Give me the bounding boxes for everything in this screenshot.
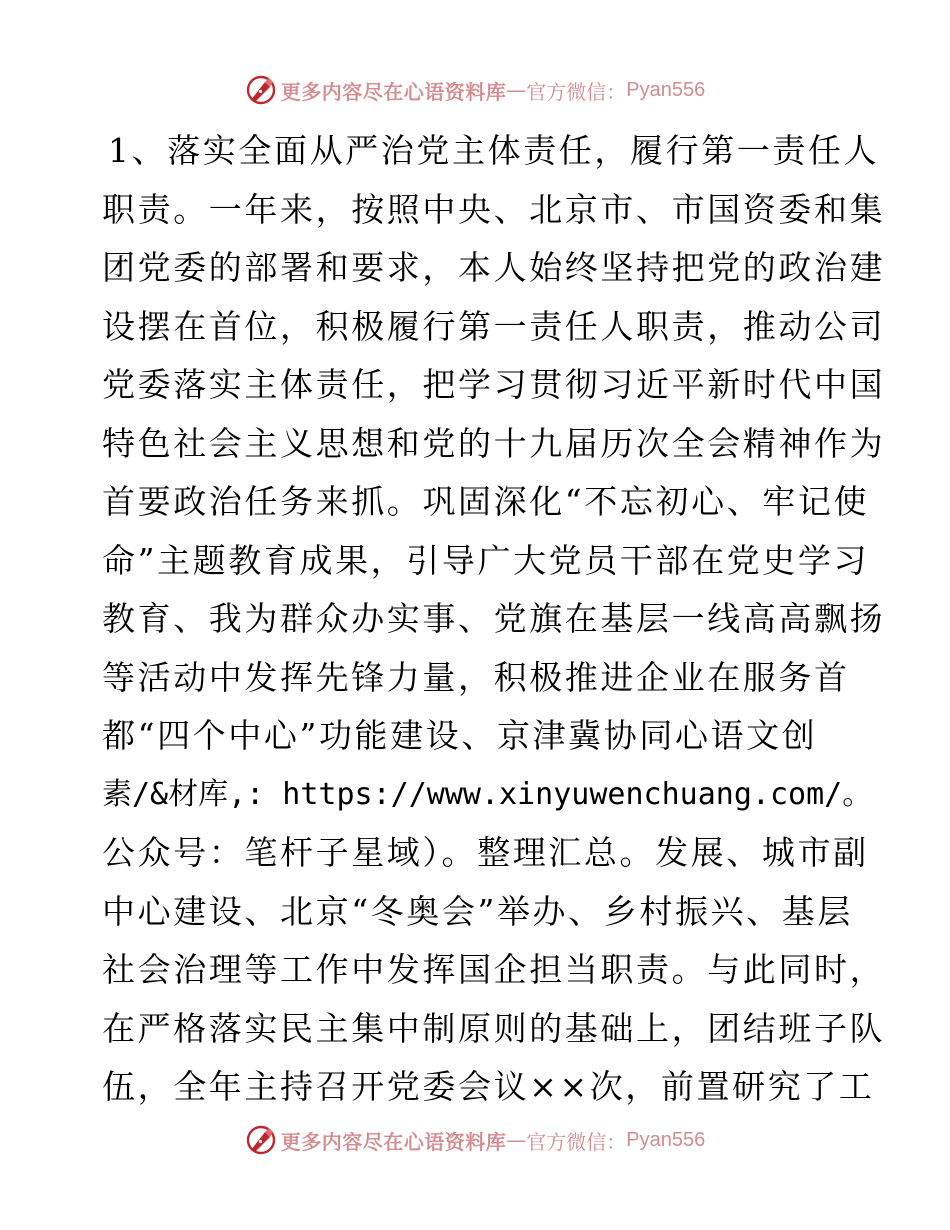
text-line-16: 在严格落实民主集中制原则的基础上，团结班子队 [102,1008,886,1048]
text-line-11: 都“四个中心”功能建设、京津冀协同心语文创 [102,716,818,755]
header-brand-text: 更多内容尽在心语资料库 [280,79,507,104]
text-line-10: 等活动中发挥先锋力量，积极推进企业在服务首 [102,657,850,697]
text-line-4: 设摆在首位，积极履行第一责任人职责，推动公司 [102,306,886,346]
text-line-17: 伍，全年主持召开党委会议××次，前置研究了工 [102,1067,875,1106]
text-line-1: 1、落实全面从严治党主体责任，履行第一责任人 [108,131,880,170]
text-line-7: 首要政治任务来抓。巩固深化“不忘初心、牢记使 [102,482,870,521]
header-separator: — [506,78,527,102]
footer-separator: — [506,1128,527,1152]
footer-wechat-label: 官方微信： [526,1129,627,1154]
text-line-3: 团党委的部署和要求，本人始终坚持把党的政治建 [102,248,886,287]
pen-nib-logo-icon [245,74,277,106]
footer-watermark [0,1120,950,1160]
footer-wechat-id: Pyan556 [626,1128,706,1151]
footer-brand-text: 更多内容尽在心语资料库 [280,1129,507,1154]
header-wechat-label: 官方微信： [526,79,627,104]
text-line-14: 中心建设、北京“冬奥会”举办、乡村振兴、基层 [102,891,853,931]
text-line-15: 社会治理等工作中发挥国企担当职责。与此同时， [102,950,886,989]
header-wechat-id: Pyan556 [626,78,706,101]
pen-nib-logo-icon [245,1124,277,1156]
header-watermark [0,70,950,110]
text-line-2: 职责。一年来，按照中央、北京市、市国资委和集 [102,189,886,229]
text-line-5: 党委落实主体责任，把学习贯彻习近平新时代中国 [102,365,886,404]
text-line-9: 教育、我为群众办实事、党旗在基层一线高高飘扬 [102,599,886,638]
text-line-8: 命”主题教育成果，引导广大党员干部在党史学习 [102,540,870,580]
document-body [102,122,886,1117]
text-line-13: 公众号：笔杆子星域）。整理汇总。发展、城市副 [102,833,869,872]
text-line-12: 素/&材库,: https://www.xinyuwenchuang.com/。 [102,776,873,812]
text-line-6: 特色社会主义思想和党的十九届历次全会精神作为 [102,423,886,463]
